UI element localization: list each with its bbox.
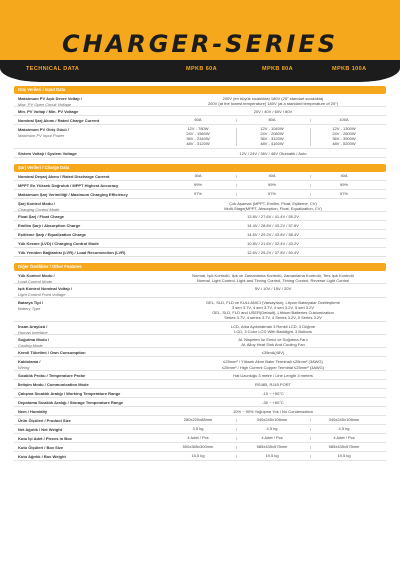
spec-label-tr: Yük Kesme (LVD) / Charging Control Mode (18, 241, 99, 247)
spec-label (18, 436, 148, 441)
spec-label (18, 232, 148, 237)
spec-value-shared: LCD, Arka Aydınlatmalı 3 Renkli LCD, 3 Düğme LCD, 3 Color LCD With Backlight, 3 Buttons (230, 323, 316, 334)
spec-label (18, 359, 148, 370)
spec-label (18, 300, 148, 311)
spec-row (14, 149, 386, 158)
spec-label-tr: Nem / Humidity (18, 408, 48, 414)
spec-label (18, 183, 148, 188)
spec-value-2: 80A (268, 117, 276, 123)
spec-label-tr: Sıcaklık Probu / Temperature Probe (18, 372, 86, 378)
spec-label (18, 201, 148, 212)
spec-value-shared: -15 ~ +50°C (262, 390, 284, 396)
spec-value-shared: 14.6V / 29.2V / 43.8V / 58.4V (247, 232, 299, 238)
spec-row (14, 199, 386, 212)
spec-label (18, 192, 148, 197)
spec-value-shared: -30 ~ +60°C (262, 399, 284, 405)
column-divider (236, 119, 237, 122)
column-divider (236, 428, 237, 431)
spec-label (18, 427, 148, 432)
spec-row (14, 116, 386, 125)
spec-label (18, 118, 148, 123)
spec-value-2: 99% (267, 182, 276, 187)
spec-label (18, 350, 148, 355)
spec-label-tr: Kutu İçi Adet / Pieces in Box (18, 435, 72, 441)
spec-label-tr: Ürün Ölçüleri / Product Size (18, 417, 71, 423)
spec-row (14, 443, 386, 452)
spec-value-shared: 12V / 24V / 36V / 48V Otomatik / Auto (239, 151, 307, 157)
spec-label (18, 337, 148, 348)
spec-value-3: 4,5 kg (338, 425, 350, 431)
spec-label (18, 382, 148, 387)
spec-value-1: 97% (193, 191, 202, 196)
spec-value-1: 99% (193, 182, 202, 187)
spec-row (14, 230, 386, 239)
spec-label (18, 223, 148, 228)
spec-row (14, 190, 386, 199)
spec-value-2: 19,5 kg (265, 452, 279, 458)
spec-value-1: 280x220x88mm (183, 416, 213, 422)
spec-value-shared: 20V / 40V / 60V / 80V (253, 109, 293, 115)
spec-label (18, 109, 148, 114)
column-divider (310, 428, 311, 431)
spec-value-3: 40A (340, 173, 348, 178)
column-divider (310, 437, 311, 440)
spec-value-2: 97% (267, 191, 276, 196)
spec-label-tr: MPPT En Yüksek Doğruluk / MPPT Highest Accuracy (18, 183, 119, 188)
column-headers (0, 62, 400, 78)
column-head-100a: MPKB 100A (332, 66, 367, 72)
spec-label-tr: Kendi Tüketimi / Own Consumption (18, 350, 86, 356)
column-divider (236, 446, 237, 449)
spec-value-shared: RS485, RJ45 PORT (255, 381, 291, 387)
spec-label-tr: Emilim Şarjı / Absorption Charge (18, 223, 81, 229)
spec-label-tr: Nominal Deşarj Akımı / Rated Discharge Current (18, 174, 110, 179)
spec-value-shared: Çok Aşamalı (MPPT, Emilim, Float, Eşitleme, CV) Multi-Stage(MPPT, Absorption, Float, Equalization, CV) (224, 201, 322, 212)
spec-value-1: 3,5 kg (192, 425, 204, 431)
spec-label-tr: Işık Kontrol Nominal Voltajı / (18, 286, 72, 292)
spec-label (18, 174, 148, 179)
spec-value-shared: 10% ~ 90% Yoğuşma Yok / No Condensation (233, 408, 313, 414)
spec-label-tr: Float Şarj / Float Charge (18, 214, 65, 220)
spec-label-tr: Yük Kontrol Modu / (18, 273, 55, 278)
spec-label (18, 241, 148, 246)
spec-row (14, 425, 386, 434)
spec-value-2: 40A (268, 173, 276, 178)
spec-value-1: 4 Adet / Pcs (187, 434, 209, 440)
spec-label (18, 273, 148, 284)
spec-row (14, 212, 386, 221)
spec-row (14, 94, 386, 107)
section-title: Şarj Verileri / Charge Data (14, 164, 386, 172)
column-head-60a: MPKB 60A (186, 66, 218, 72)
spec-label-en: Human Interface (18, 329, 48, 335)
section-input-data (14, 86, 386, 158)
page-title: CHARGER-SERIES (61, 30, 339, 58)
spec-value-3: 585x435x575mm (328, 443, 360, 449)
spec-value-shared: 12.6V / 25.2V / 37.8V / 50.4V (247, 250, 299, 256)
spec-value-2: 340x245x108mm (256, 416, 288, 422)
spec-label (18, 127, 148, 138)
spec-row (14, 271, 386, 284)
column-divider (236, 193, 237, 196)
spec-value-shared: 13.8V / 27.6V / 41.4V / 55.2V (247, 214, 299, 220)
spec-value-shared: 5V / 10V / 15V / 20V (254, 286, 292, 292)
spec-label-tr: Kutu Ağırlık / Box Weight (18, 453, 66, 459)
spec-label-tr: Sistem Voltajı / System Voltage (18, 151, 77, 157)
column-head-80a: MPKB 80A (262, 66, 294, 72)
spec-label (18, 373, 148, 378)
spec-row (14, 452, 386, 461)
spec-label-tr: Şarj Kontrol Modu / (18, 201, 55, 206)
spec-value-shared: Al. Nispeten Isı Emici ve Soğutma Fanı Al. Alloy Heat Sink And Cooling Fan (238, 336, 308, 348)
spec-label-tr: Kablolama / (18, 359, 41, 365)
spec-label (18, 454, 148, 459)
spec-row (14, 407, 386, 416)
column-divider (236, 184, 237, 187)
spec-label-en: Max. PV Open Circuit Voltage (18, 102, 71, 107)
spec-row (14, 181, 386, 190)
spec-label-tr: Nominal Şarj Akımı / Rated Charge Current (18, 118, 100, 124)
spec-label (18, 418, 148, 423)
footer-space (0, 556, 400, 570)
spec-label-tr: Kutu Ölçüleri / Box Size (18, 444, 64, 450)
spec-row (14, 380, 386, 389)
spec-row (14, 371, 386, 380)
spec-label-en: Load Control Mode (18, 279, 53, 284)
column-divider (236, 419, 237, 422)
spec-label-tr: Yük Yeniden Bağlantısı (LVR) / Load Reconnection (LVR) (18, 250, 126, 256)
spec-row (14, 389, 386, 398)
spec-row (14, 248, 386, 257)
spec-row (14, 416, 386, 425)
spec-value-3: 4 Adet / Pcs (333, 434, 355, 440)
column-divider (310, 175, 311, 178)
spec-label (18, 445, 148, 450)
spec-row (14, 172, 386, 181)
spec-value-1: 15,5 kg (191, 452, 205, 458)
spec-row (14, 107, 386, 116)
spec-value-3: 19,5 kg (337, 452, 351, 458)
spec-value-2: 585x435x575mm (256, 443, 288, 449)
spec-value-shared: Normal, Işık Kontrolü, Işık ve Zamanlama Kontrolü, Zamanlama Kontrolü, Ters Işık Kontrolü Normal, Light Control, Light and Timing Control, Timing Control, Reverse Light Control (192, 273, 354, 284)
spec-value-shared: ≤35mA(48V) (261, 350, 285, 356)
spec-label (18, 96, 148, 107)
spec-label (18, 151, 148, 156)
spec-label (18, 250, 148, 255)
spec-value-2: 12V - 1040W 24V - 2080W 36V - 3120W 48V - 4160W (260, 126, 284, 146)
spec-label (18, 409, 148, 414)
spec-row (14, 434, 386, 443)
column-divider (310, 128, 311, 146)
spec-row (14, 221, 386, 230)
spec-row (14, 357, 386, 370)
spec-label-tr: Maksimum PV Açık Devre Voltajı / (18, 96, 82, 101)
spec-row (14, 348, 386, 357)
spec-label-en: Maximum PV Input Power (18, 133, 65, 139)
spec-label-tr: Eşitleme Şarjı / Equalization Charge (18, 232, 87, 238)
spec-value-shared: GEL, SLD, FLD ve KULLANICI (Varsayılan), Lityum Bataryalar Özelleştirme 3 seri 3.7V, 4 seri 3.7V, 4 seri 3.2V, 5 seri 3.2V GEL, SLD, FLD and USER(Default), Lithium Batteries Customization Series 3.7V, 4 series 3.7V, 4 Series 3.2V, 5 Series 3.2V (206, 299, 340, 321)
spec-label-tr: Maksimum Şarj Verimliliği / Maximum Charging Efficiency (18, 192, 128, 197)
column-divider (310, 184, 311, 187)
spec-value-3: 12V - 1300W 24V - 2600W 36V - 3900W 48V - 5200W (332, 126, 356, 146)
spec-label-tr: Net Ağırlık / Net Weight (18, 426, 63, 432)
column-divider (310, 455, 311, 458)
spec-label-en: Cooling Mode (18, 342, 43, 348)
spec-row (14, 284, 386, 297)
spec-label (18, 324, 148, 335)
spec-value-1: 60A (194, 117, 202, 123)
column-divider (236, 128, 237, 146)
column-divider (310, 419, 311, 422)
spec-value-shared: 14.4V / 28.8V / 43.2V / 57.6V (247, 223, 299, 229)
spec-value-3: 99% (339, 182, 348, 187)
section-title: Diğer Özellikler / Other Features (14, 263, 386, 271)
spec-label (18, 286, 148, 297)
spec-label-tr: Çalışma Sıcaklık Aralığı / Working Temperature Range (18, 390, 121, 396)
spec-value-1: 12V - 780W 24V - 1560W 36V - 2340W 48V - 3120W (186, 126, 210, 146)
spec-value-shared: ≤25mm² / Yüksek Akım Bakır Terminali ≤25mm² (3AWG) ≤25mm² / High Current Copper Terminal ≤25mm² (3AWG) (221, 359, 325, 370)
spec-label (18, 214, 148, 219)
spec-label-tr: Soğutma Modu / (18, 336, 50, 342)
spec-label-tr: Batarya Tipi / (18, 299, 44, 305)
spec-value-2: 4,5 kg (266, 425, 278, 431)
tech-data-label: TECHNICAL DATA (26, 66, 80, 72)
section-title: Güç Verileri / Input Data (14, 86, 386, 94)
spec-row (14, 398, 386, 407)
spec-value-shared: 10.8V / 21.6V / 32.4V / 43.2V (247, 241, 299, 247)
spec-row (14, 322, 386, 335)
spec-row (14, 239, 386, 248)
spec-label-en: Charging Control Mode (18, 207, 60, 212)
spec-label (18, 391, 148, 396)
section-other-features (14, 263, 386, 461)
spec-label-tr: İletişim Modu / Communication Mode (18, 381, 89, 387)
spec-row (14, 125, 386, 149)
spec-value-3: 97% (339, 191, 348, 196)
spec-row (14, 298, 386, 322)
spec-value-1: 500x385x300mm (182, 443, 214, 449)
spec-value-2: 4 Adet / Pcs (261, 434, 283, 440)
column-divider (310, 193, 311, 196)
column-divider (236, 175, 237, 178)
spec-label-en: Light Control Point Voltage (18, 292, 66, 298)
spec-value-3: 100A (339, 117, 349, 123)
column-divider (236, 455, 237, 458)
column-divider (236, 437, 237, 440)
column-divider (310, 119, 311, 122)
spec-value-shared: Hat Uzunluğu 3 metre / Line Length 3 meters (233, 372, 313, 378)
spec-label-tr: Maksimum PV Giriş Gücü / (18, 127, 69, 133)
spec-label-tr: İnsan Arayüzü / (18, 323, 48, 329)
spec-label-en: Battery Type (18, 305, 41, 311)
spec-row (14, 335, 386, 348)
section-charge-data (14, 164, 386, 257)
spec-value-shared: 200V (en büyük sıcaklıkta) 180V (25° standart sıcaklıkta) 200V (at the lowest temperature) 180V (at a standard temperature of 25°) (207, 96, 339, 107)
spec-value-1: 30A (194, 173, 202, 178)
spec-label (18, 400, 148, 405)
column-divider (310, 446, 311, 449)
spec-label-en: Wiring (18, 365, 30, 371)
spec-label-tr: Min. PV Voltajı / Min. PV Voltage (18, 109, 79, 115)
spec-value-3: 340x245x108mm (328, 416, 360, 422)
spec-label-tr: Depolama Sıcaklık Aralığı / Storage Temperature Range (18, 399, 124, 405)
